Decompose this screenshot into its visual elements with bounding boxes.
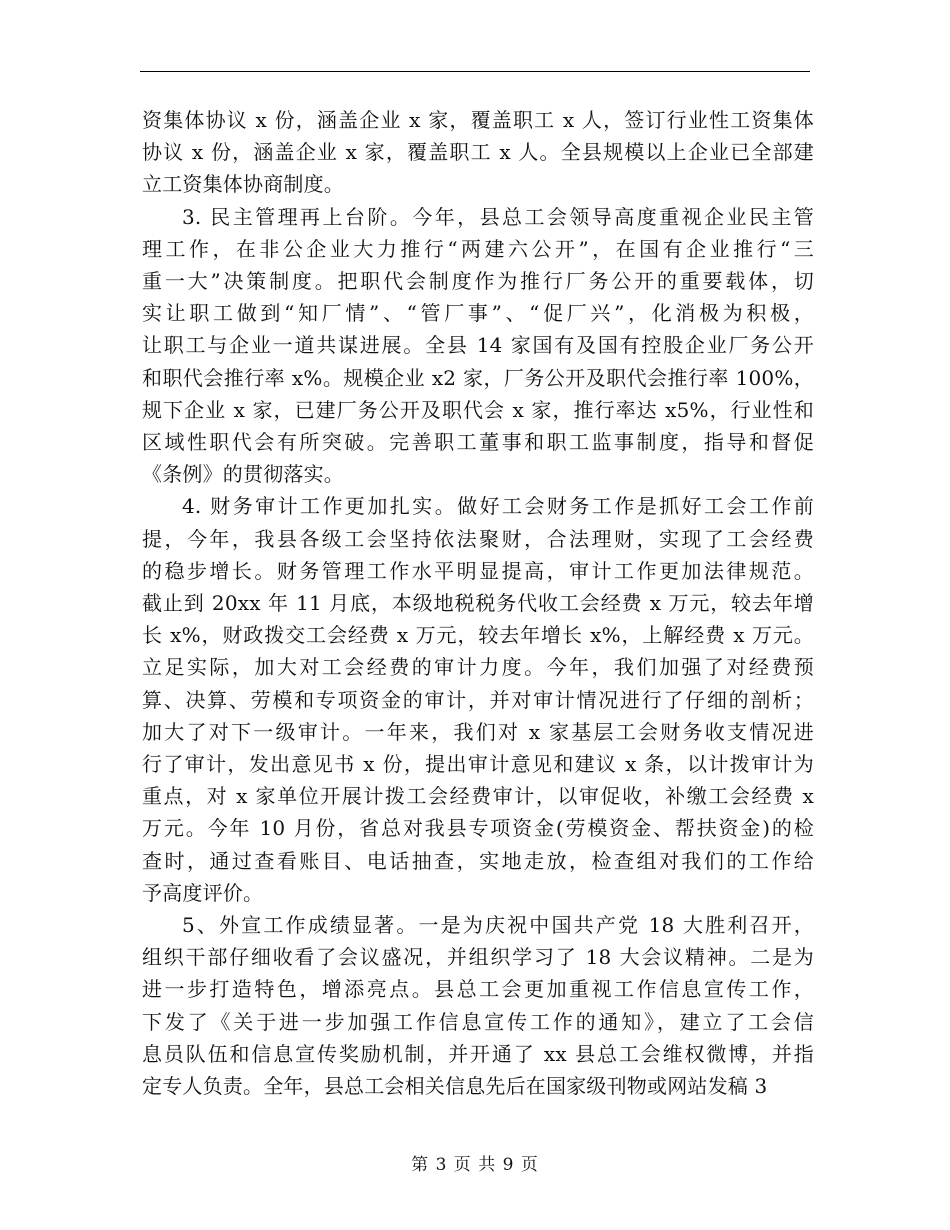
text-line: 息员队伍和信息宣传奖励机制，并开通了 xx 县总工会维权微博，并指 bbox=[142, 1041, 814, 1066]
text-line: 协议 x 份，涵盖企业 x 家，覆盖职工 x 人。全县规模以上企业已全部建 bbox=[142, 140, 814, 165]
text-line: 组织干部仔细收看了会议盛况，并组织学习了 18 大会议精神。二是为 bbox=[142, 945, 814, 970]
header-rule bbox=[140, 71, 810, 72]
text-line: 和职代会推行率 x%。规模企业 x2 家，厂务公开及职代会推行率 100%， bbox=[142, 365, 814, 390]
text-line: 万元。今年 10 月份，省总对我县专项资金(劳模资金、帮扶资金)的检 bbox=[142, 816, 814, 841]
paragraph-publicity bbox=[142, 909, 814, 1102]
paragraph-continuation bbox=[142, 104, 814, 201]
text-line: 算、决算、劳模和专项资金的审计，并对审计情况进行了仔细的剖析； bbox=[142, 687, 814, 712]
text-line: 3. 民主管理再上台阶。今年，县总工会领导高度重视企业民主管 bbox=[182, 204, 814, 229]
text-line: 查时，通过查看账目、电话抽查，实地走放，检查组对我们的工作给 bbox=[142, 848, 814, 873]
text-line: 的稳步增长。财务管理工作水平明显提高，审计工作更加法律规范。 bbox=[142, 558, 814, 583]
page-footer: 第 3 页 共 9 页 bbox=[411, 1155, 539, 1175]
text-line: 进一步打造特色，增添亮点。县总工会更加重视工作信息宣传工作， bbox=[142, 977, 814, 1002]
text-line: 5、外宣工作成绩显著。一是为庆祝中国共产党 18 大胜利召开， bbox=[182, 913, 814, 938]
text-line: 下发了《关于进一步加强工作信息宣传工作的通知》，建立了工会信 bbox=[142, 1009, 814, 1034]
text-line: 提，今年，我县各级工会坚持依法聚财，合法理财，实现了工会经费 bbox=[142, 526, 814, 551]
text-line: 重一大”决策制度。把职代会制度作为推行厂务公开的重要载体，切 bbox=[142, 269, 814, 294]
text-line: 4. 财务审计工作更加扎实。做好工会财务工作是抓好工会工作前 bbox=[182, 494, 814, 519]
text-line: 理工作，在非公企业大力推行“两建六公开”，在国有企业推行“三 bbox=[142, 236, 814, 261]
paragraph-financial-audit bbox=[142, 490, 814, 909]
text-line: 让职工与企业一道共谋进展。全县 14 家国有及国有控股企业厂务公开 bbox=[142, 333, 814, 358]
text-line: 立工资集体协商制度。 bbox=[142, 172, 344, 197]
text-line: 立足实际，加大对工会经费的审计力度。今年，我们加强了对经费预 bbox=[142, 655, 814, 680]
text-line: 《条例》的贯彻落实。 bbox=[142, 462, 344, 487]
text-line: 长 x%，财政拨交工会经费 x 万元，较去年增长 x%，上解经费 x 万元。 bbox=[142, 623, 814, 648]
text-line: 重点，对 x 家单位开展计拨工会经费审计，以审促收，补缴工会经费 x bbox=[142, 784, 814, 809]
paragraph-democratic-management bbox=[142, 201, 814, 491]
text-line: 加大了对下一级审计。一年来，我们对 x 家基层工会财务收支情况进 bbox=[142, 719, 814, 744]
text-line: 截止到 20xx 年 11 月底，本级地税税务代收工会经费 x 万元，较去年增 bbox=[142, 591, 814, 616]
body-text bbox=[142, 104, 814, 1102]
text-line: 行了审计，发出意见书 x 份，提出审计意见和建议 x 条，以计拨审计为 bbox=[142, 752, 814, 777]
text-line: 区域性职代会有所突破。完善职工董事和职工监事制度，指导和督促 bbox=[142, 430, 814, 455]
text-line: 实让职工做到“知厂情”、“管厂事”、“促厂兴”，化消极为积极， bbox=[142, 301, 814, 326]
text-line: 定专人负责。全年，县总工会相关信息先后在国家级刊物或网站发稿 3 bbox=[142, 1074, 768, 1099]
text-line: 规下企业 x 家，已建厂务公开及职代会 x 家，推行率达 x5%，行业性和 bbox=[142, 397, 814, 422]
text-line: 予高度评价。 bbox=[142, 880, 264, 905]
text-line: 资集体协议 x 份，涵盖企业 x 家，覆盖职工 x 人，签订行业性工资集体 bbox=[142, 108, 814, 132]
